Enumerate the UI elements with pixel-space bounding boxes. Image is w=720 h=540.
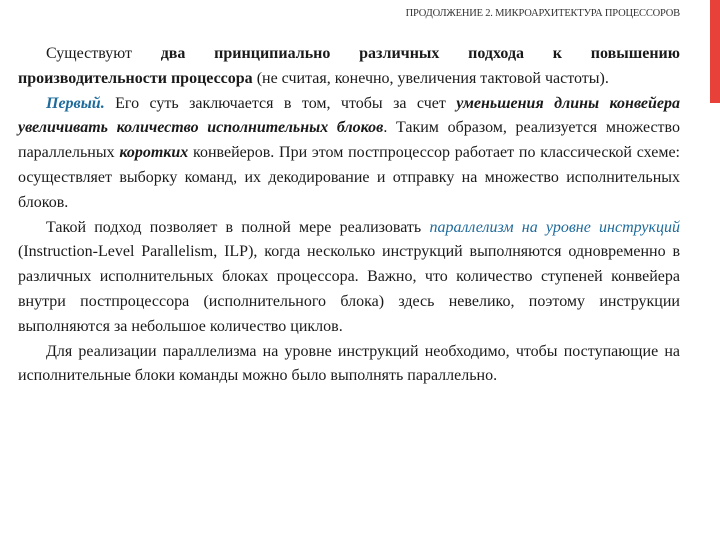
p2-bolditalic-1: уменьшения длины конвейера увеличивать количество исполнительных блоков [18, 94, 680, 137]
slide-header: ПРОДОЛЖЕНИЕ 2. МИКРОАРХИТЕКТУРА ПРОЦЕССОРОВ [405, 8, 680, 19]
p2-colored-1: Первый. [46, 94, 105, 112]
p2-text-1: Его суть заключается в том, чтобы за счет [104, 94, 457, 112]
p1-text-2: (не считая, конечно, увеличения тактовой частоты). [252, 69, 609, 87]
p2-text-3: конвейеров. При этом постпроцессор работает по классической схеме: осуществляет выборку команд, их декодирование и отправку на множество исполнительных блоков. [18, 144, 680, 211]
p3-text-2: (Instruction-Level Parallelism, ILP), когда несколько инструкций выполняются одновременно в различных исполнительных блоках процессора. Важно, что количество ступеней конвейера внутри постпроцессора (исполнительного блока) здесь невелико, поэтому инструкции выполняются за небольшое количество циклов. [18, 243, 680, 335]
slide-body [18, 42, 680, 389]
paragraph-3 [18, 216, 680, 340]
p2-bolditalic-2: коротких [119, 144, 189, 162]
p2-text-2: . Таким образом, реализуется множество параллельных [18, 119, 680, 162]
p4-text-1: Для реализации параллелизма на уровне инструкций необходимо, чтобы поступающие на исполнительные блоки команды можно было выполнять параллельно. [18, 342, 680, 385]
p1-text-1: Существуют [46, 45, 161, 62]
p3-text-1: Такой подход позволяет в полной мере реализовать [46, 218, 430, 236]
p3-colored-1: параллелизм на уровне инструкций [429, 218, 681, 236]
paragraph-2 [18, 92, 680, 216]
paragraph-4 [18, 340, 680, 390]
p1-bold-1: два принципиально различных подхода к повышению производительности процессора [18, 45, 680, 87]
accent-bar [710, 0, 720, 103]
paragraph-1 [18, 42, 680, 92]
